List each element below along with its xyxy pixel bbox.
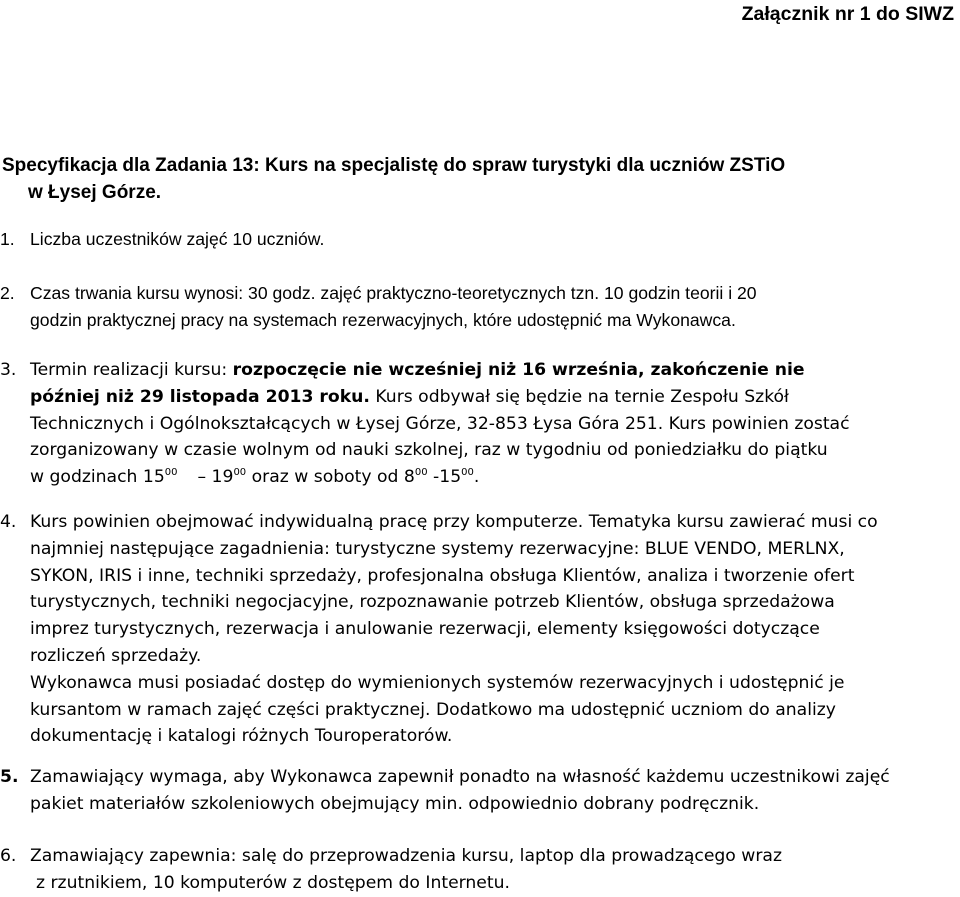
item-number: 5. [0,767,19,787]
item-line: Czas trwania kursu wynosi: 30 godz. zajęć praktyczno-teoretycznych tzn. 10 godzin teorii i 20 [30,283,757,303]
title-line-1: Specyfikacja dla Zadania 13: Kurs na specjalistę do spraw turystyki dla uczniów ZSTiO [2,155,786,176]
hours-text: oraz w soboty od 8 [246,467,415,488]
item-number: 6. [0,846,17,866]
item-line: z rzutnikiem, 10 komputerów z dostępem do Internetu. [36,872,510,893]
hours-text: w godzinach 15 [30,467,165,488]
item-line: SYKON, IRIS i inne, techniki sprzedaży, profesjonalna obsługa Klientów, analiza i tworzenie ofert [30,565,855,586]
item-line: rozliczeń sprzedaży. [30,645,202,666]
item-line [30,357,956,384]
item-text [30,357,956,491]
item-line: pakiet materiałów szkoleniowych obejmujący min. odpowiednio dobrany podręcznik. [30,793,760,814]
item-text [30,843,956,897]
item-line: najmniej następujące zagadnienia: turystyczne systemy rezerwacyjne: BLUE VENDO, MERLNX, [30,538,845,559]
item-text [30,280,956,334]
item-line: imprez turystycznych, rezerwacja i anulowanie rezerwacji, elementy księgowości dotyczące [30,619,820,640]
item-line: Technicznych i Ogólnokształcących w Łysej Górze, 32-853 Łysa Góra 251. Kurs powinien zostać [30,413,850,434]
hours-text: 19 [206,467,234,488]
item-location: Kurs odbywał się będzie na ternie Zespołu Szkół [369,386,789,407]
hours-sup: 00 [233,467,247,479]
item-dates-bold: później niż 29 listopada 2013 roku. [30,386,370,407]
item-number: 2. [0,283,15,303]
title-line-2: w Łysej Górze. [28,182,162,203]
item-line: turystycznych, techniki negocjacyjne, rozpoznawanie potrzeb Klientów, obsługa sprzedażowa [30,592,835,613]
item-line: zorganizowany w czasie wolnym od nauki szkolnej, raz w tygodniu od poniedziałku do piątku [30,440,828,461]
hours-dash-glyph: – [197,467,207,488]
item-text [30,509,956,750]
hours-sup: 00 [164,467,178,479]
item-line: godzin praktycznej pracy na systemach rezerwacyjnych, które udostępnić ma Wykonawca. [30,309,736,330]
annex-label: Załącznik nr 1 do SIWZ [741,3,954,25]
item-line: kursantom w ramach zajęć części praktycznej. Dodatkowo ma udostępnić uczniom do analizy [30,699,836,720]
item-line: Zamawiający wymaga, aby Wykonawca zapewnił ponadto na własność każdemu uczestnikowi zajęć [30,767,890,787]
item-line: dokumentację i katalogi różnych Touroperatorów. [30,726,453,747]
item-line [30,384,956,411]
hours-sup: 00 [414,467,428,479]
hours-sup: 00 [461,467,474,479]
item-text: Liczba uczestników zajęć 10 uczniów. [30,229,325,249]
item-dates-bold: rozpoczęcie nie wcześniej niż 16 września, zakończenie nie [232,360,805,380]
item-line: Zamawiający zapewnia: salę do przeprowadzenia kursu, laptop dla prowadzącego wraz [30,846,782,866]
hours-text: . [473,467,480,488]
item-number: 4. [0,512,17,532]
item-text [30,764,956,818]
item-lead: Termin realizacji kursu: [30,360,233,380]
document-title [2,152,956,206]
item-line: Kurs powinien obejmować indywidualną pracę przy komputerze. Tematyka kursu zawierać musi co [30,512,878,532]
hours-text: -15 [427,467,462,488]
item-line [30,464,956,491]
item-line: Wykonawca musi posiadać dostęp do wymienionych systemów rezerwacyjnych i udostępnić je [30,672,845,693]
item-number: 1. [0,229,15,249]
item-number: 3. [0,360,17,380]
